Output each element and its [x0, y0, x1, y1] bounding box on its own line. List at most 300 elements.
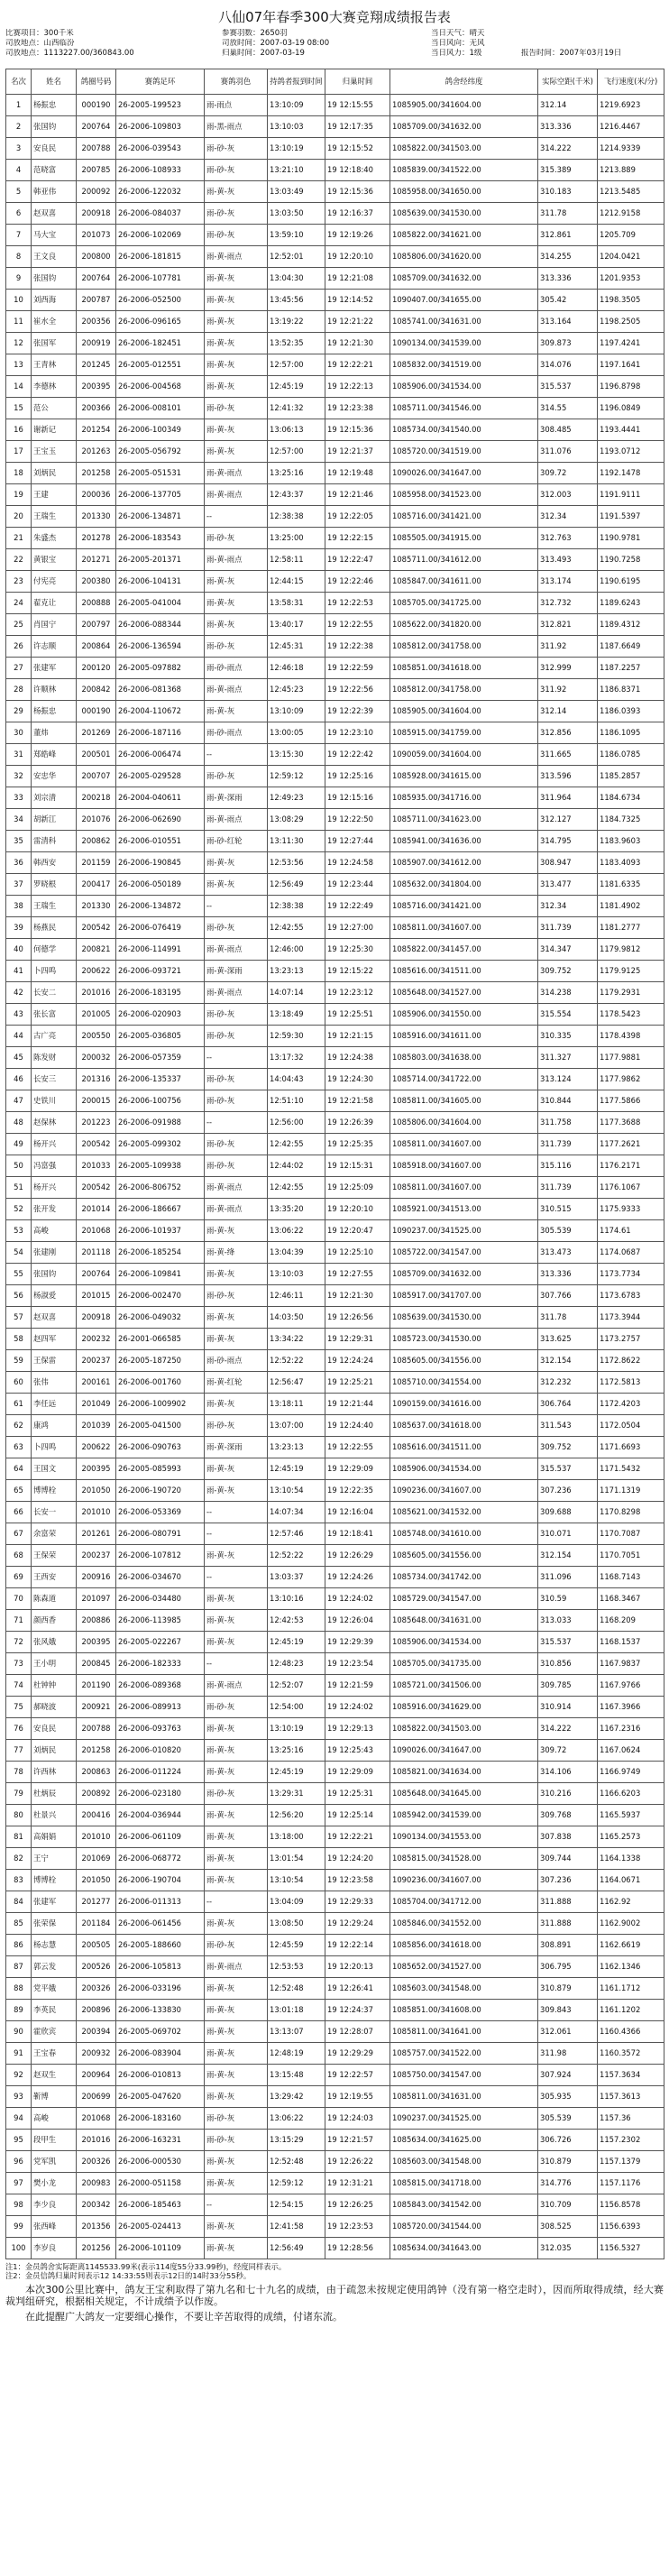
- cell-arrival: 19 12:26:29: [325, 1545, 390, 1567]
- cell-name: 卜四鸣: [32, 1437, 77, 1458]
- cell-arrival: 19 12:26:39: [325, 1112, 390, 1134]
- cell-coords: 1085711.00/341546.00: [390, 398, 538, 419]
- cell-report-time: 13:01:18: [268, 2000, 325, 2021]
- cell-speed: 1205.709: [598, 225, 664, 246]
- cell-color: 雨-黄-灰: [205, 2151, 268, 2173]
- table-row: [6, 1177, 664, 1199]
- cell-arrival: 19 12:20:10: [325, 246, 390, 268]
- cell-coords: 1085906.00/341534.00: [390, 1632, 538, 1653]
- cell-color: --: [205, 1502, 268, 1523]
- cell-coords: 1090159.00/341616.00: [390, 1394, 538, 1415]
- cell-ring: 26-2005-029528: [116, 766, 205, 787]
- table-row: [6, 831, 664, 852]
- cell-arrival: 19 12:29:39: [325, 1632, 390, 1653]
- cell-speed: 1197.4241: [598, 333, 664, 354]
- cell-speed: 1176.2171: [598, 1155, 664, 1177]
- cell-color: 雨-黄-灰: [205, 2021, 268, 2043]
- table-row: [6, 549, 664, 571]
- cell-ring: 26-2006-093721: [116, 961, 205, 982]
- cell-speed: 1186.8371: [598, 679, 664, 701]
- table-row: [6, 1220, 664, 1242]
- table-row: [6, 2000, 664, 2021]
- cell-name: 张国军: [32, 333, 77, 354]
- cell-report-time: 13:01:54: [268, 1848, 325, 1870]
- cell-coords: 1085815.00/341528.00: [390, 1848, 538, 1870]
- cell-rank: 9: [6, 268, 32, 290]
- cell-report-time: 13:06:22: [268, 1220, 325, 1242]
- cell-coords: 1085928.00/341615.00: [390, 766, 538, 787]
- cell-loft-id: 201010: [77, 1502, 116, 1523]
- cell-ring: 26-2006-101109: [116, 2238, 205, 2259]
- cell-coords: 1085734.00/341742.00: [390, 1567, 538, 1588]
- table-row: [6, 1545, 664, 1567]
- cell-report-time: 13:10:09: [268, 701, 325, 722]
- cell-color: 雨-砂-灰: [205, 1026, 268, 1047]
- cell-speed: 1157.1176: [598, 2173, 664, 2194]
- cell-distance: 309.752: [538, 961, 598, 982]
- cell-rank: 74: [6, 1675, 32, 1697]
- table-row: [6, 441, 664, 463]
- cell-name: 董炜: [32, 722, 77, 744]
- meta-blank: [521, 39, 656, 49]
- cell-arrival: 19 12:20:13: [325, 1956, 390, 1978]
- cell-ring: 26-2006-133830: [116, 2000, 205, 2021]
- cell-ring: 26-2006-107781: [116, 268, 205, 290]
- cell-coords: 1085716.00/341421.00: [390, 896, 538, 917]
- cell-distance: 310.879: [538, 1978, 598, 2000]
- cell-color: 雨-砂-灰: [205, 1155, 268, 1177]
- cell-speed: 1201.9353: [598, 268, 664, 290]
- cell-speed: 1168.1537: [598, 1632, 664, 1653]
- col-distance: 实际空距(千米): [538, 69, 598, 95]
- cell-rank: 50: [6, 1155, 32, 1177]
- cell-arrival: 19 12:24:26: [325, 1567, 390, 1588]
- cell-coords: 1085812.00/341758.00: [390, 636, 538, 658]
- table-row: [6, 2173, 664, 2194]
- cell-coords: 1090237.00/341525.00: [390, 2108, 538, 2130]
- cell-speed: 1172.8622: [598, 1350, 664, 1372]
- cell-arrival: 19 12:22:50: [325, 809, 390, 831]
- cell-speed: 1183.9603: [598, 831, 664, 852]
- cell-coords: 1085605.00/341556.00: [390, 1545, 538, 1567]
- cell-rank: 70: [6, 1588, 32, 1610]
- cell-color: 雨-雨点: [205, 95, 268, 116]
- cell-speed: 1189.4312: [598, 614, 664, 636]
- cell-report-time: 13:10:19: [268, 138, 325, 160]
- cell-ring: 26-2006-034480: [116, 1588, 205, 1610]
- cell-speed: 1192.1478: [598, 463, 664, 484]
- table-row: [6, 225, 664, 246]
- cell-loft-id: 201068: [77, 2108, 116, 2130]
- cell-loft-id: 201256: [77, 2238, 116, 2259]
- cell-ring: 26-2006-136594: [116, 636, 205, 658]
- cell-coords: 1085741.00/341631.00: [390, 311, 538, 333]
- cell-report-time: 12:52:22: [268, 1545, 325, 1567]
- cell-speed: 1173.7734: [598, 1264, 664, 1285]
- table-row: [6, 398, 664, 419]
- cell-report-time: 13:04:09: [268, 1891, 325, 1913]
- cell-ring: 26-2004-040611: [116, 787, 205, 809]
- meta-return-date: 归巢时间：2007-03-19: [222, 49, 305, 58]
- cell-distance: 312.127: [538, 809, 598, 831]
- table-row: [6, 1675, 664, 1697]
- cell-speed: 1219.6923: [598, 95, 664, 116]
- cell-name: 王西安: [32, 1567, 77, 1588]
- cell-name: 何德学: [32, 939, 77, 961]
- cell-distance: 312.34: [538, 506, 598, 528]
- cell-color: 雨-黄-雨点: [205, 982, 268, 1004]
- cell-color: 雨-黄-灰: [205, 2043, 268, 2065]
- cell-ring: 26-2001-066585: [116, 1329, 205, 1350]
- cell-report-time: 13:11:30: [268, 831, 325, 852]
- cell-rank: 67: [6, 1523, 32, 1545]
- cell-speed: 1156.5327: [598, 2238, 664, 2259]
- cell-speed: 1166.6203: [598, 1783, 664, 1805]
- cell-ring: 26-2006-093763: [116, 1718, 205, 1740]
- cell-arrival: 19 12:22:13: [325, 376, 390, 398]
- cell-loft-id: 200788: [77, 138, 116, 160]
- cell-distance: 310.844: [538, 1090, 598, 1112]
- table-row: [6, 1848, 664, 1870]
- cell-name: 王宝玉: [32, 441, 77, 463]
- cell-name: 刘宗清: [32, 787, 77, 809]
- cell-color: 雨-黄-灰: [205, 1913, 268, 1935]
- cell-report-time: 13:03:50: [268, 203, 325, 225]
- cell-name: 张伟: [32, 1372, 77, 1394]
- cell-color: 雨-黄-雨点: [205, 484, 268, 506]
- footnote-2: 注2：金员信鸽归巢时间表示12 14:33:55则表示12日的14时33分55秒。: [5, 2271, 252, 2280]
- cell-ring: 26-2006-011224: [116, 1762, 205, 1783]
- cell-color: 雨-黄-灰: [205, 441, 268, 463]
- cell-ring: 26-2006-190845: [116, 852, 205, 874]
- cell-name: 李任远: [32, 1394, 77, 1415]
- cell-color: 雨-砂-灰: [205, 203, 268, 225]
- cell-speed: 1162.9002: [598, 1913, 664, 1935]
- cell-name: 张国钧: [32, 268, 77, 290]
- cell-loft-id: 201254: [77, 419, 116, 441]
- cell-color: 雨-黄-雨点: [205, 939, 268, 961]
- cell-coords: 1085709.00/341632.00: [390, 268, 538, 290]
- cell-loft-id: 200845: [77, 1653, 116, 1675]
- cell-color: 雨-砂-雨点: [205, 658, 268, 679]
- cell-rank: 72: [6, 1632, 32, 1653]
- cell-ring: 26-2006-182333: [116, 1653, 205, 1675]
- cell-rank: 21: [6, 528, 32, 549]
- cell-distance: 311.739: [538, 1177, 598, 1199]
- cell-color: 雨-黄-灰: [205, 874, 268, 896]
- cell-ring: 26-2006-122032: [116, 181, 205, 203]
- cell-color: 雨-砂-灰: [205, 1697, 268, 1718]
- cell-arrival: 19 12:22:15: [325, 528, 390, 549]
- cell-speed: 1170.7051: [598, 1545, 664, 1567]
- race-meta: [5, 29, 664, 69]
- cell-ring: 26-2006-049032: [116, 1307, 205, 1329]
- cell-loft-id: 201118: [77, 1242, 116, 1264]
- cell-distance: 305.935: [538, 2086, 598, 2108]
- cell-distance: 314.222: [538, 138, 598, 160]
- table-row: [6, 1762, 664, 1783]
- cell-rank: 98: [6, 2194, 32, 2216]
- cell-distance: 307.236: [538, 1480, 598, 1502]
- cell-rank: 17: [6, 441, 32, 463]
- table-row: [6, 2086, 664, 2108]
- cell-speed: 1161.1712: [598, 1978, 664, 2000]
- cell-speed: 1185.2857: [598, 766, 664, 787]
- cell-report-time: 12:45:19: [268, 1762, 325, 1783]
- cell-ring: 26-2005-085993: [116, 1458, 205, 1480]
- cell-coords: 1085711.00/341612.00: [390, 549, 538, 571]
- cell-ring: 26-2005-097882: [116, 658, 205, 679]
- cell-color: --: [205, 506, 268, 528]
- cell-distance: 315.537: [538, 1632, 598, 1653]
- cell-ring: 26-2006-052500: [116, 290, 205, 311]
- cell-loft-id: 200015: [77, 1090, 116, 1112]
- cell-report-time: 12:45:19: [268, 376, 325, 398]
- cell-color: 雨-黄-灰: [205, 614, 268, 636]
- cell-loft-id: 200526: [77, 1956, 116, 1978]
- cell-ring: 26-2006-000530: [116, 2151, 205, 2173]
- cell-report-time: 12:42:55: [268, 917, 325, 939]
- cell-color: 雨-黄-绛: [205, 1242, 268, 1264]
- cell-coords: 1085821.00/341634.00: [390, 1762, 538, 1783]
- cell-coords: 1085916.00/341629.00: [390, 1697, 538, 1718]
- cell-distance: 311.964: [538, 787, 598, 809]
- cell-report-time: 12:56:49: [268, 2238, 325, 2259]
- cell-arrival: 19 12:29:33: [325, 1891, 390, 1913]
- cell-coords: 1085846.00/341552.00: [390, 1913, 538, 1935]
- cell-coords: 1090026.00/341647.00: [390, 463, 538, 484]
- cell-distance: 313.477: [538, 874, 598, 896]
- cell-rank: 92: [6, 2065, 32, 2086]
- cell-ring: 26-2006-100756: [116, 1090, 205, 1112]
- cell-color: 雨-黄-灰: [205, 290, 268, 311]
- cell-coords: 1090237.00/341525.00: [390, 1220, 538, 1242]
- cell-ring: 26-2006-102069: [116, 225, 205, 246]
- cell-distance: 313.596: [538, 766, 598, 787]
- table-row: [6, 1870, 664, 1891]
- cell-speed: 1172.4203: [598, 1394, 664, 1415]
- cell-distance: 311.096: [538, 1567, 598, 1588]
- cell-rank: 62: [6, 1415, 32, 1437]
- table-row: [6, 1805, 664, 1826]
- cell-ring: 26-2006-185254: [116, 1242, 205, 1264]
- table-row: [6, 1740, 664, 1762]
- cell-coords: 1085856.00/341618.00: [390, 1935, 538, 1956]
- cell-distance: 313.124: [538, 1069, 598, 1090]
- cell-speed: 1213.5485: [598, 181, 664, 203]
- cell-name: 朱盛杰: [32, 528, 77, 549]
- cell-speed: 1214.9339: [598, 138, 664, 160]
- cell-distance: 309.744: [538, 1848, 598, 1870]
- cell-rank: 81: [6, 1826, 32, 1848]
- cell-speed: 1170.7087: [598, 1523, 664, 1545]
- cell-ring: 26-2006-008101: [116, 398, 205, 419]
- cell-loft-id: 200863: [77, 1762, 116, 1783]
- cell-ring: 26-2006-134872: [116, 896, 205, 917]
- cell-arrival: 19 12:26:56: [325, 1307, 390, 1329]
- cell-rank: 31: [6, 744, 32, 766]
- table-row: [6, 614, 664, 636]
- cell-rank: 53: [6, 1220, 32, 1242]
- cell-name: 樊小龙: [32, 2173, 77, 2194]
- table-row: [6, 809, 664, 831]
- cell-rank: 30: [6, 722, 32, 744]
- table-row: [6, 1610, 664, 1632]
- cell-color: 雨-砂-灰: [205, 1285, 268, 1307]
- cell-coords: 1085958.00/341650.00: [390, 181, 538, 203]
- cell-report-time: 12:45:23: [268, 679, 325, 701]
- cell-arrival: 19 12:22:42: [325, 744, 390, 766]
- table-row: [6, 333, 664, 354]
- cell-coords: 1085714.00/341722.00: [390, 1069, 538, 1090]
- cell-distance: 314.795: [538, 831, 598, 852]
- cell-ring: 26-2005-041004: [116, 593, 205, 614]
- table-row: [6, 766, 664, 787]
- cell-rank: 43: [6, 1004, 32, 1026]
- cell-rank: 44: [6, 1026, 32, 1047]
- cell-speed: 1198.3505: [598, 290, 664, 311]
- cell-name: 韩西安: [32, 852, 77, 874]
- cell-coords: 1085616.00/341511.00: [390, 961, 538, 982]
- cell-rank: 77: [6, 1740, 32, 1762]
- cell-rank: 37: [6, 874, 32, 896]
- table-row: [6, 1264, 664, 1285]
- cell-coords: 1085822.00/341457.00: [390, 939, 538, 961]
- cell-name: 雷清科: [32, 831, 77, 852]
- cell-arrival: 19 12:19:55: [325, 2086, 390, 2108]
- cell-name: 古广亮: [32, 1026, 77, 1047]
- cell-distance: 305.539: [538, 1220, 598, 1242]
- cell-coords: 1085915.00/341759.00: [390, 722, 538, 744]
- cell-loft-id: 200785: [77, 160, 116, 181]
- cell-report-time: 13:07:00: [268, 1415, 325, 1437]
- cell-color: 雨-黄-灰: [205, 593, 268, 614]
- cell-loft-id: 200918: [77, 1307, 116, 1329]
- table-row: [6, 1458, 664, 1480]
- cell-rank: 96: [6, 2151, 32, 2173]
- cell-report-time: 13:23:13: [268, 961, 325, 982]
- cell-color: 雨-黄-灰: [205, 419, 268, 441]
- cell-distance: 309.843: [538, 2000, 598, 2021]
- cell-color: 雨-黄-灰: [205, 268, 268, 290]
- cell-rank: 97: [6, 2173, 32, 2194]
- cell-color: --: [205, 1891, 268, 1913]
- table-row: [6, 2216, 664, 2238]
- cell-rank: 71: [6, 1610, 32, 1632]
- cell-distance: 313.625: [538, 1329, 598, 1350]
- table-row: [6, 896, 664, 917]
- cell-loft-id: 200862: [77, 831, 116, 852]
- cell-speed: 1164.1338: [598, 1848, 664, 1870]
- cell-rank: 8: [6, 246, 32, 268]
- cell-rank: 75: [6, 1697, 32, 1718]
- table-row: [6, 1653, 664, 1675]
- cell-report-time: 13:25:16: [268, 1740, 325, 1762]
- cell-coords: 1085637.00/341618.00: [390, 1415, 538, 1437]
- col-arrival: 归巢时间: [325, 69, 390, 95]
- cell-distance: 306.764: [538, 1394, 598, 1415]
- cell-report-time: 13:29:42: [268, 2086, 325, 2108]
- cell-distance: 307.838: [538, 1826, 598, 1848]
- cell-rank: 36: [6, 852, 32, 874]
- cell-arrival: 19 12:29:24: [325, 1913, 390, 1935]
- cell-distance: 311.92: [538, 636, 598, 658]
- cell-ring: 26-2005-188660: [116, 1935, 205, 1956]
- cell-coords: 1085811.00/341641.00: [390, 2021, 538, 2043]
- cell-name: 党平娥: [32, 1978, 77, 2000]
- cell-ring: 26-2004-110672: [116, 701, 205, 722]
- cell-arrival: 19 12:23:38: [325, 398, 390, 419]
- cell-report-time: 12:53:56: [268, 852, 325, 874]
- cell-rank: 58: [6, 1329, 32, 1350]
- cell-loft-id: 200896: [77, 2000, 116, 2021]
- cell-speed: 1204.0421: [598, 246, 664, 268]
- cell-distance: 310.914: [538, 1697, 598, 1718]
- cell-loft-id: 200764: [77, 116, 116, 138]
- table-row: [6, 636, 664, 658]
- cell-ring: 26-2006-011313: [116, 1891, 205, 1913]
- cell-name: 张建军: [32, 658, 77, 679]
- cell-speed: 1161.1202: [598, 2000, 664, 2021]
- cell-speed: 1170.8298: [598, 1502, 664, 1523]
- cell-rank: 51: [6, 1177, 32, 1199]
- cell-report-time: 13:06:22: [268, 2108, 325, 2130]
- cell-color: 雨-黄-灰: [205, 1610, 268, 1632]
- footnote-1: 注1：金员鸽舍实际距离1145533.99米(表示114度55分33.99秒)，经度同样表示。: [5, 2262, 287, 2271]
- cell-arrival: 19 12:27:55: [325, 1264, 390, 1285]
- cell-arrival: 19 12:25:35: [325, 1134, 390, 1155]
- cell-name: 赵双喜: [32, 203, 77, 225]
- cell-report-time: 12:56:47: [268, 1372, 325, 1394]
- cell-rank: 39: [6, 917, 32, 939]
- cell-ring: 26-2006-006474: [116, 744, 205, 766]
- cell-rank: 90: [6, 2021, 32, 2043]
- cell-report-time: 13:17:32: [268, 1047, 325, 1069]
- cell-report-time: 13:10:09: [268, 95, 325, 116]
- cell-ring: 26-2006-135337: [116, 1069, 205, 1090]
- cell-loft-id: 201258: [77, 1740, 116, 1762]
- cell-report-time: 13:35:20: [268, 1199, 325, 1220]
- cell-color: 雨-黄-灰: [205, 1329, 268, 1350]
- cell-report-time: 13:10:19: [268, 1718, 325, 1740]
- cell-coords: 1090026.00/341647.00: [390, 1740, 538, 1762]
- cell-arrival: 19 12:23:12: [325, 982, 390, 1004]
- cell-report-time: 12:42:55: [268, 1177, 325, 1199]
- cell-ring: 26-2006-061456: [116, 1913, 205, 1935]
- cell-name: 赵四军: [32, 1329, 77, 1350]
- cell-loft-id: 201050: [77, 1870, 116, 1891]
- cell-name: 王宁: [32, 1848, 77, 1870]
- cell-distance: 311.92: [538, 679, 598, 701]
- cell-loft-id: 200036: [77, 484, 116, 506]
- table-row: [6, 1372, 664, 1394]
- cell-name: 史铁川: [32, 1090, 77, 1112]
- cell-distance: 312.999: [538, 658, 598, 679]
- cell-speed: 1167.3966: [598, 1697, 664, 1718]
- cell-coords: 1085734.00/341540.00: [390, 419, 538, 441]
- table-row: [6, 722, 664, 744]
- cell-rank: 38: [6, 896, 32, 917]
- cell-ring: 26-2006-108933: [116, 160, 205, 181]
- table-row: [6, 181, 664, 203]
- meta-release-time: 司放时间：2007-03-19 08:00: [222, 39, 330, 48]
- cell-coords: 1085905.00/341604.00: [390, 95, 538, 116]
- cell-rank: 42: [6, 982, 32, 1004]
- cell-rank: 34: [6, 809, 32, 831]
- cell-loft-id: 200326: [77, 1978, 116, 2000]
- cell-ring: 26-2006-068772: [116, 1848, 205, 1870]
- cell-name: 博博栓: [32, 1870, 77, 1891]
